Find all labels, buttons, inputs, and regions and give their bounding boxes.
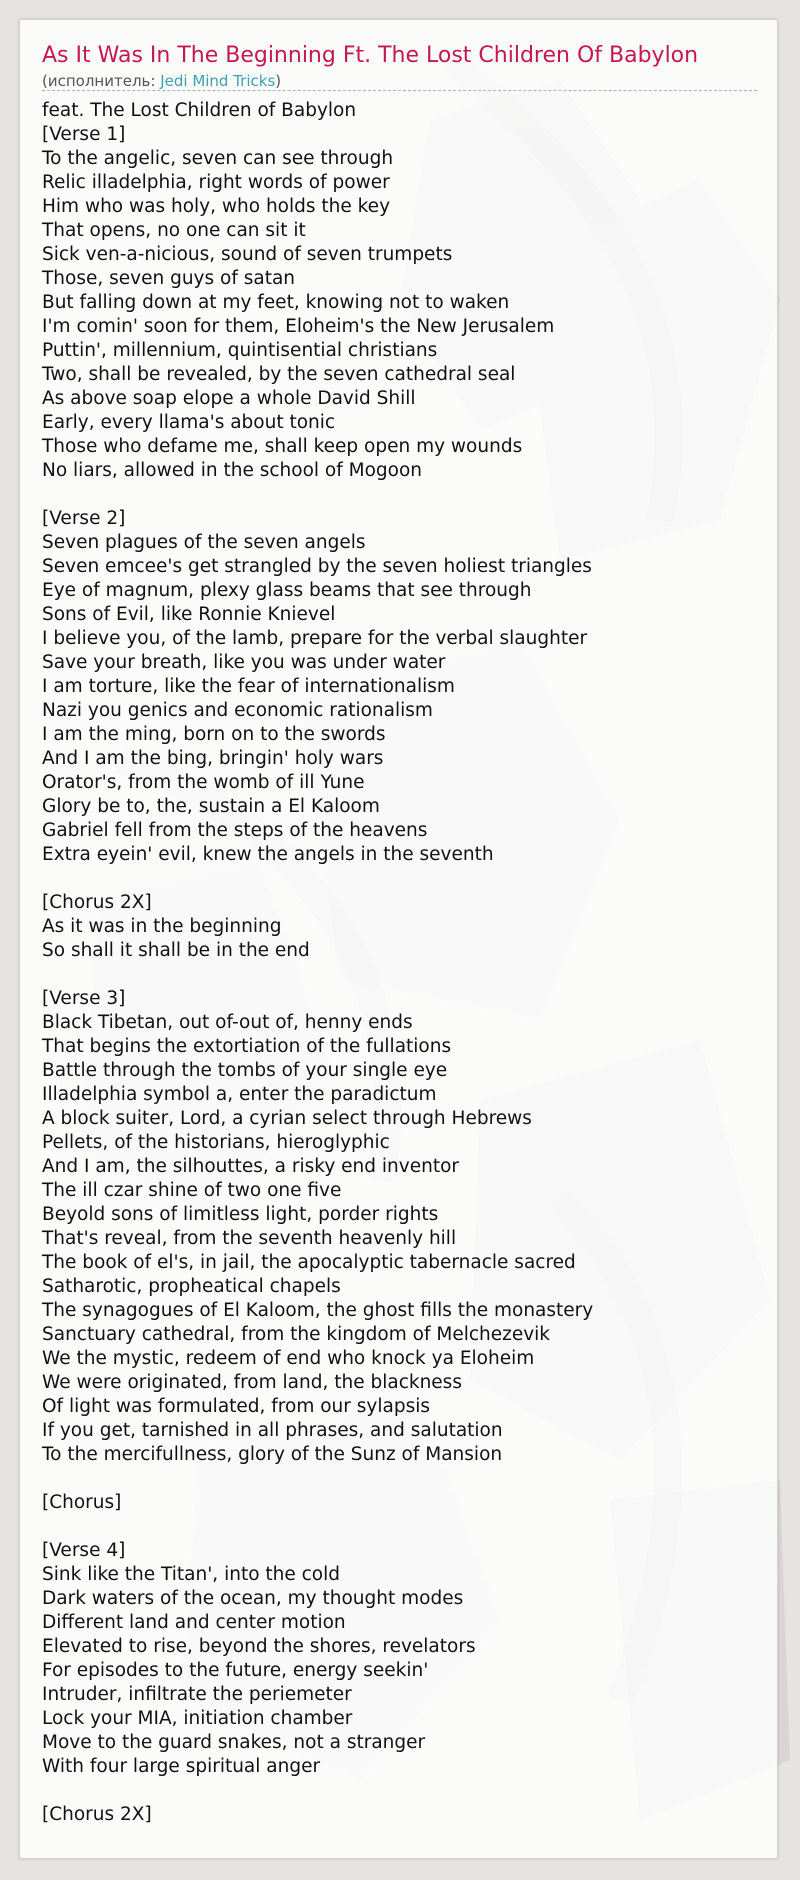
lyric-line: As above soap elope a whole David Shill [42, 388, 416, 409]
lyric-section-label: [Verse 2] [42, 508, 126, 529]
title-divider [42, 90, 757, 91]
lyric-line: Seven plagues of the seven angels [42, 532, 366, 553]
lyric-line: And I am, the silhouttes, a risky end inventor [42, 1156, 459, 1177]
lyric-section-label: [Verse 4] [42, 1540, 126, 1561]
lyric-line: Extra eyein' evil, knew the angels in the seventh [42, 844, 494, 865]
lyric-line: For episodes to the future, energy seekin' [42, 1660, 429, 1681]
lyric-blank-line [42, 1467, 593, 1491]
lyric-line: The ill czar shine of two one five [42, 1180, 342, 1201]
lyric-line: Pellets, of the historians, hieroglyphic [42, 1132, 390, 1153]
lyric-line: Glory be to, the, sustain a El Kaloom [42, 796, 380, 817]
lyric-line: The book of el's, in jail, the apocalyptic tabernacle sacred [42, 1252, 576, 1273]
lyric-line: Gabriel fell from the steps of the heavens [42, 820, 428, 841]
lyric-line: Those who defame me, shall keep open my wounds [42, 436, 523, 457]
lyric-line: Orator's, from the womb of ill Yune [42, 772, 365, 793]
lyric-line: feat. The Lost Children of Babylon [42, 100, 357, 121]
lyric-line: As it was in the beginning [42, 916, 282, 937]
lyric-section-label: [Verse 3] [42, 988, 126, 1009]
lyric-line: With four large spiritual anger [42, 1756, 321, 1777]
lyric-line: So shall it shall be in the end [42, 940, 310, 961]
lyric-line: Puttin', millennium, quintisential christians [42, 340, 438, 361]
lyric-line: Eye of magnum, plexy glass beams that see through [42, 580, 532, 601]
lyric-line: I'm comin' soon for them, Eloheim's the New Jerusalem [42, 316, 555, 337]
lyric-line: Relic illadelphia, right words of power [42, 172, 390, 193]
performer-prefix: (исполнитель: [42, 72, 161, 90]
lyric-line: That opens, no one can sit it [42, 220, 306, 241]
lyric-line: Nazi you genics and economic rationalism [42, 700, 433, 721]
lyric-section-label: [Chorus 2X] [42, 892, 152, 913]
lyric-line: Lock your MIA, initiation chamber [42, 1708, 353, 1729]
lyric-line: We were originated, from land, the blackness [42, 1372, 462, 1393]
lyric-blank-line [42, 483, 593, 507]
lyric-line: To the angelic, seven can see through [42, 148, 394, 169]
lyric-line: That begins the extortiation of the fullations [42, 1036, 452, 1057]
lyric-line: If you get, tarnished in all phrases, and salutation [42, 1420, 503, 1441]
lyric-line: Sick ven-a-nicious, sound of seven trumpets [42, 244, 453, 265]
lyric-line: Intruder, infiltrate the periemeter [42, 1684, 352, 1705]
lyric-line: Dark waters of the ocean, my thought modes [42, 1588, 464, 1609]
lyric-line: Those, seven guys of satan [42, 268, 296, 289]
lyric-line: Illadelphia symbol a, enter the paradictum [42, 1084, 437, 1105]
performer-line [42, 71, 281, 91]
lyric-line: Beyold sons of limitless light, porder rights [42, 1204, 439, 1225]
performer-link[interactable]: Jedi Mind Tricks [160, 72, 276, 90]
lyric-line: Battle through the tombs of your single eye [42, 1060, 448, 1081]
lyric-blank-line [42, 963, 593, 987]
lyric-line: But falling down at my feet, knowing not to waken [42, 292, 510, 313]
lyric-line: Different land and center motion [42, 1612, 346, 1633]
lyric-line: That's reveal, from the seventh heavenly hill [42, 1228, 457, 1249]
lyric-line: I am torture, like the fear of internationalism [42, 676, 455, 697]
lyrics-card [19, 19, 778, 1859]
lyric-line: Sons of Evil, like Ronnie Knievel [42, 604, 336, 625]
lyric-line: Early, every llama's about tonic [42, 412, 336, 433]
lyric-line: The synagogues of El Kaloom, the ghost fills the monastery [42, 1300, 594, 1321]
lyric-section-label: [Chorus] [42, 1492, 122, 1513]
lyric-line: I believe you, of the lamb, prepare for the verbal slaughter [42, 628, 588, 649]
lyric-blank-line [42, 1515, 593, 1539]
lyric-line: Two, shall be revealed, by the seven cathedral seal [42, 364, 516, 385]
lyric-line: We the mystic, redeem of end who knock ya Eloheim [42, 1348, 535, 1369]
lyric-line: Him who was holy, who holds the key [42, 196, 391, 217]
lyric-section-label: [Chorus 2X] [42, 1804, 152, 1825]
lyric-line: No liars, allowed in the school of Mogoon [42, 460, 423, 481]
lyric-line: Satharotic, propheatical chapels [42, 1276, 341, 1297]
lyric-line: Sink like the Titan', into the cold [42, 1564, 341, 1585]
lyric-blank-line [42, 867, 593, 891]
lyric-line: Of light was formulated, from our sylapsis [42, 1396, 430, 1417]
lyric-line: Move to the guard snakes, not a stranger [42, 1732, 426, 1753]
lyric-section-label: [Verse 1] [42, 124, 126, 145]
lyric-line: A block suiter, Lord, a cyrian select through Hebrews [42, 1108, 532, 1129]
lyric-line: Black Tibetan, out of-out of, henny ends [42, 1012, 413, 1033]
song-title: As It Was In The Beginning Ft. The Lost Children Of Babylon [42, 43, 699, 68]
lyric-line: To the mercifullness, glory of the Sunz of Mansion [42, 1444, 503, 1465]
lyrics-body [42, 99, 593, 1827]
lyric-line: Save your breath, like you was under water [42, 652, 446, 673]
lyric-line: Sanctuary cathedral, from the kingdom of Melchezevik [42, 1324, 551, 1345]
lyric-line: Seven emcee's get strangled by the seven holiest triangles [42, 556, 592, 577]
lyric-line: I am the ming, born on to the swords [42, 724, 386, 745]
lyric-blank-line [42, 1779, 593, 1803]
lyric-line: And I am the bing, bringin' holy wars [42, 748, 384, 769]
lyric-line: Elevated to rise, beyond the shores, revelators [42, 1636, 476, 1657]
performer-suffix: ) [275, 72, 282, 90]
